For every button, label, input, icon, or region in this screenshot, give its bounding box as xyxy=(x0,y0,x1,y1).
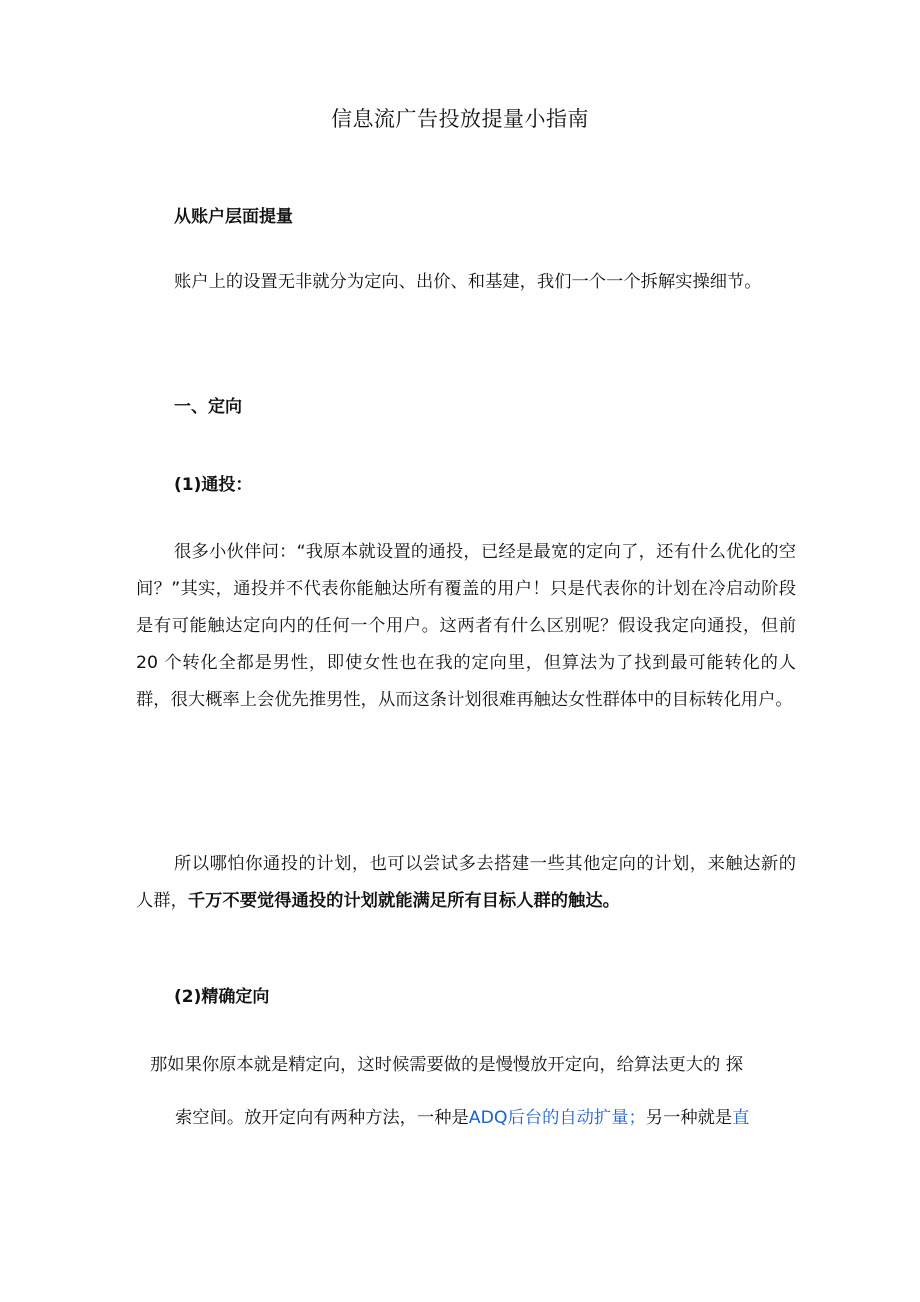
item-heading-broad-targeting: (1)通投： xyxy=(174,475,253,495)
broad-targeting-paragraph-2 xyxy=(136,846,796,920)
continued-link[interactable]: 直 xyxy=(732,1108,750,1128)
item-heading-precise-targeting: (2)精确定向 xyxy=(174,987,270,1007)
broad-targeting-paragraph-1: 很多小伙伴问：“我原本就设置的通投，已经是最宽的定向了，还有什么优化的空间？”其实，通投并不代表你能触达所有覆盖的用户！只是代表你的计划在冷启动阶段是有可能触达定向内的任何一个用户。这两者有什么区别呢？假设我定向通投，但前20 个转化全都是男性，即使女性也在我的定向里，但算法为了找到最可能转化的人群，很大概率上会优先推男性，从而这条计划很难再触达女性群体中的目标转化用户。 xyxy=(136,542,796,710)
intro-paragraph: 账户上的设置无非就分为定向、出价、和基建，我们一个一个拆解实操细节。 xyxy=(174,272,762,292)
paragraph-text: 另一种就是 xyxy=(645,1108,733,1128)
document-title: 信息流广告投放提量小指南 xyxy=(331,107,589,131)
paragraph-line-1: 那如果你原本就是精定向，这时候需要做的是慢慢放开定向，给算法更大的 探 xyxy=(150,1055,744,1075)
paragraph-line-2 xyxy=(150,1092,800,1145)
paragraph-text: 所以哪怕你通投的计划，也可以尝试多去搭建一些其他定向的计划，来触达新的人群， xyxy=(136,854,796,911)
paragraph-text: 索空间。放开定向有两种方法，一种是 xyxy=(175,1108,469,1128)
sub-heading-targeting: 一、定向 xyxy=(174,397,242,417)
paragraph-emphasis: 千万不要觉得通投的计划就能满足所有目标人群的触达。 xyxy=(187,891,620,911)
section-heading: 从账户层面提量 xyxy=(174,207,293,227)
precise-targeting-paragraph xyxy=(150,1039,800,1145)
adq-auto-expand-link[interactable]: ADQ后台的自动扩量； xyxy=(468,1108,646,1128)
